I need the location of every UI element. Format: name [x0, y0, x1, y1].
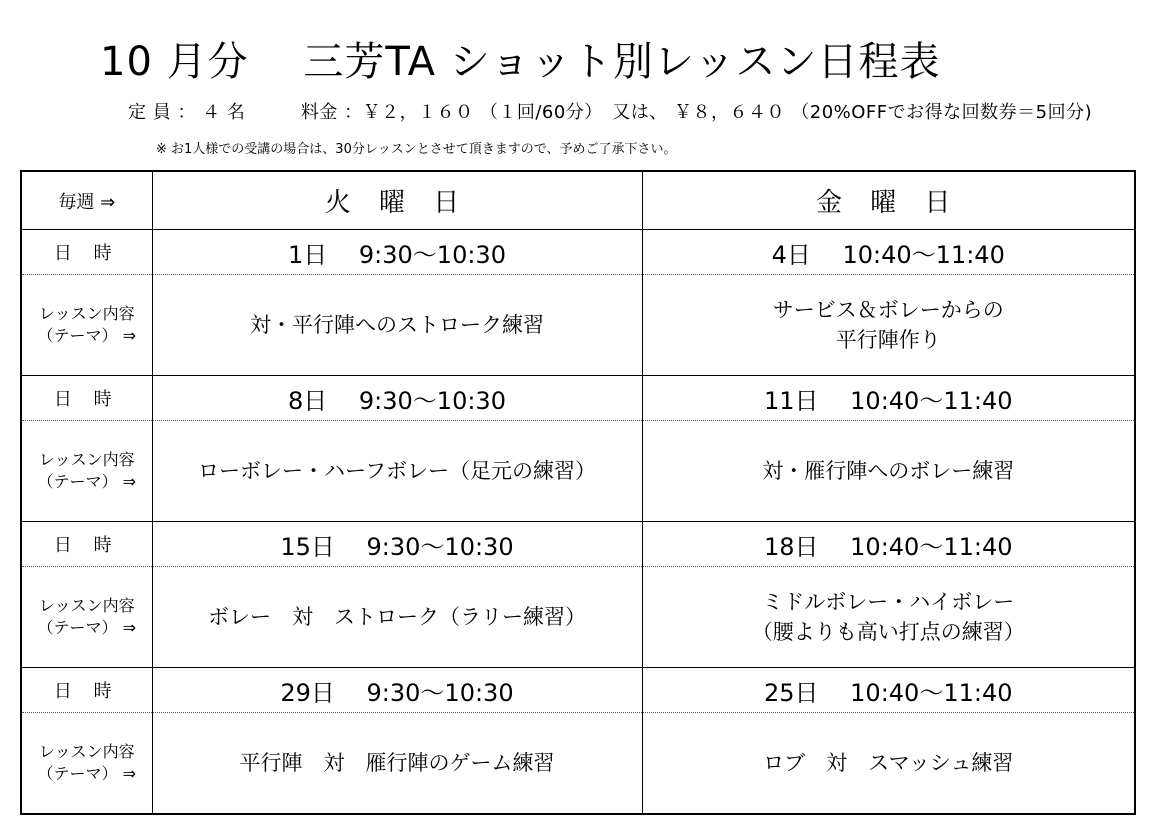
- header-row: [21, 171, 1135, 230]
- friday-date: 25日 10:40〜11:40: [642, 668, 1135, 713]
- friday-lesson: [642, 421, 1135, 522]
- friday-lesson: [642, 567, 1135, 668]
- lesson-row: [21, 713, 1135, 815]
- lesson-text-line: ローボレー・ハーフボレー（足元の練習）: [198, 459, 596, 483]
- date-label: 日 時: [21, 668, 152, 713]
- lesson-label-line: （テーマ） ⇒: [37, 618, 136, 637]
- tuesday-date: 8日 9:30〜10:30: [152, 376, 642, 421]
- friday-date: 18日 10:40〜11:40: [642, 522, 1135, 567]
- friday-lesson: [642, 275, 1135, 376]
- lesson-text-line: 対・平行陣へのストローク練習: [250, 313, 544, 337]
- lesson-label: [21, 421, 152, 522]
- date-label: 日 時: [21, 522, 152, 567]
- date-row: [21, 230, 1135, 275]
- lesson-text-line: ロブ 対 スマッシュ練習: [763, 751, 1014, 775]
- friday-date: 11日 10:40〜11:40: [642, 376, 1135, 421]
- tuesday-lesson: [152, 713, 642, 815]
- price-info: 定 員 ： ４ 名 料金 ：￥２，１６０ （１回/60分） 又は、 ￥８，６４０ （20%OFFでお得な回数券＝5回分): [128, 102, 1093, 123]
- tuesday-lesson: [152, 567, 642, 668]
- date-row: [21, 668, 1135, 713]
- lesson-label: [21, 713, 152, 815]
- lesson-text-line: ボレー 対 ストローク（ラリー練習）: [208, 605, 586, 629]
- tuesday-lesson: [152, 275, 642, 376]
- lesson-label: [21, 275, 152, 376]
- lesson-label-line: （テーマ） ⇒: [37, 472, 136, 491]
- lesson-label-line: （テーマ） ⇒: [37, 326, 136, 345]
- schedule-table: [20, 170, 1136, 815]
- friday-header: 金 曜 日: [642, 171, 1135, 230]
- lesson-label-line: （テーマ） ⇒: [37, 764, 136, 783]
- tuesday-date: 1日 9:30〜10:30: [152, 230, 642, 275]
- tuesday-date: 29日 9:30〜10:30: [152, 668, 642, 713]
- every-week-label: 毎週 ⇒: [21, 171, 152, 230]
- lesson-text-line: サービス＆ボレーからの: [772, 298, 1004, 322]
- lesson-label-line: レッスン内容: [38, 742, 135, 761]
- lesson-row: [21, 421, 1135, 522]
- lesson-text-line: （腰よりも高い打点の練習）: [751, 620, 1025, 644]
- lesson-row: [21, 567, 1135, 668]
- lesson-label-line: レッスン内容: [38, 450, 135, 469]
- date-label: 日 時: [21, 230, 152, 275]
- page-title: 10 月分 三芳TA ショット別レッスン日程表: [100, 39, 941, 85]
- friday-lesson: [642, 713, 1135, 815]
- notice-text: ※ お1人様での受講の場合は、30分レッスンとさせて頂きますので、予めご了承下さい。: [156, 142, 677, 157]
- lesson-text-line: ミドルボレー・ハイボレー: [762, 590, 1015, 614]
- date-label: 日 時: [21, 376, 152, 421]
- lesson-text-line: 平行陣 対 雁行陣のゲーム練習: [239, 751, 555, 775]
- date-row: [21, 522, 1135, 567]
- lesson-text-line: 対・雁行陣へのボレー練習: [762, 459, 1015, 483]
- tuesday-header: 火 曜 日: [152, 171, 642, 230]
- friday-date: 4日 10:40〜11:40: [642, 230, 1135, 275]
- tuesday-date: 15日 9:30〜10:30: [152, 522, 642, 567]
- tuesday-lesson: [152, 421, 642, 522]
- lesson-label-line: レッスン内容: [38, 596, 135, 615]
- lesson-row: [21, 275, 1135, 376]
- lesson-label: [21, 567, 152, 668]
- date-row: [21, 376, 1135, 421]
- lesson-label-line: レッスン内容: [38, 304, 135, 323]
- lesson-text-line: 平行陣作り: [835, 328, 941, 352]
